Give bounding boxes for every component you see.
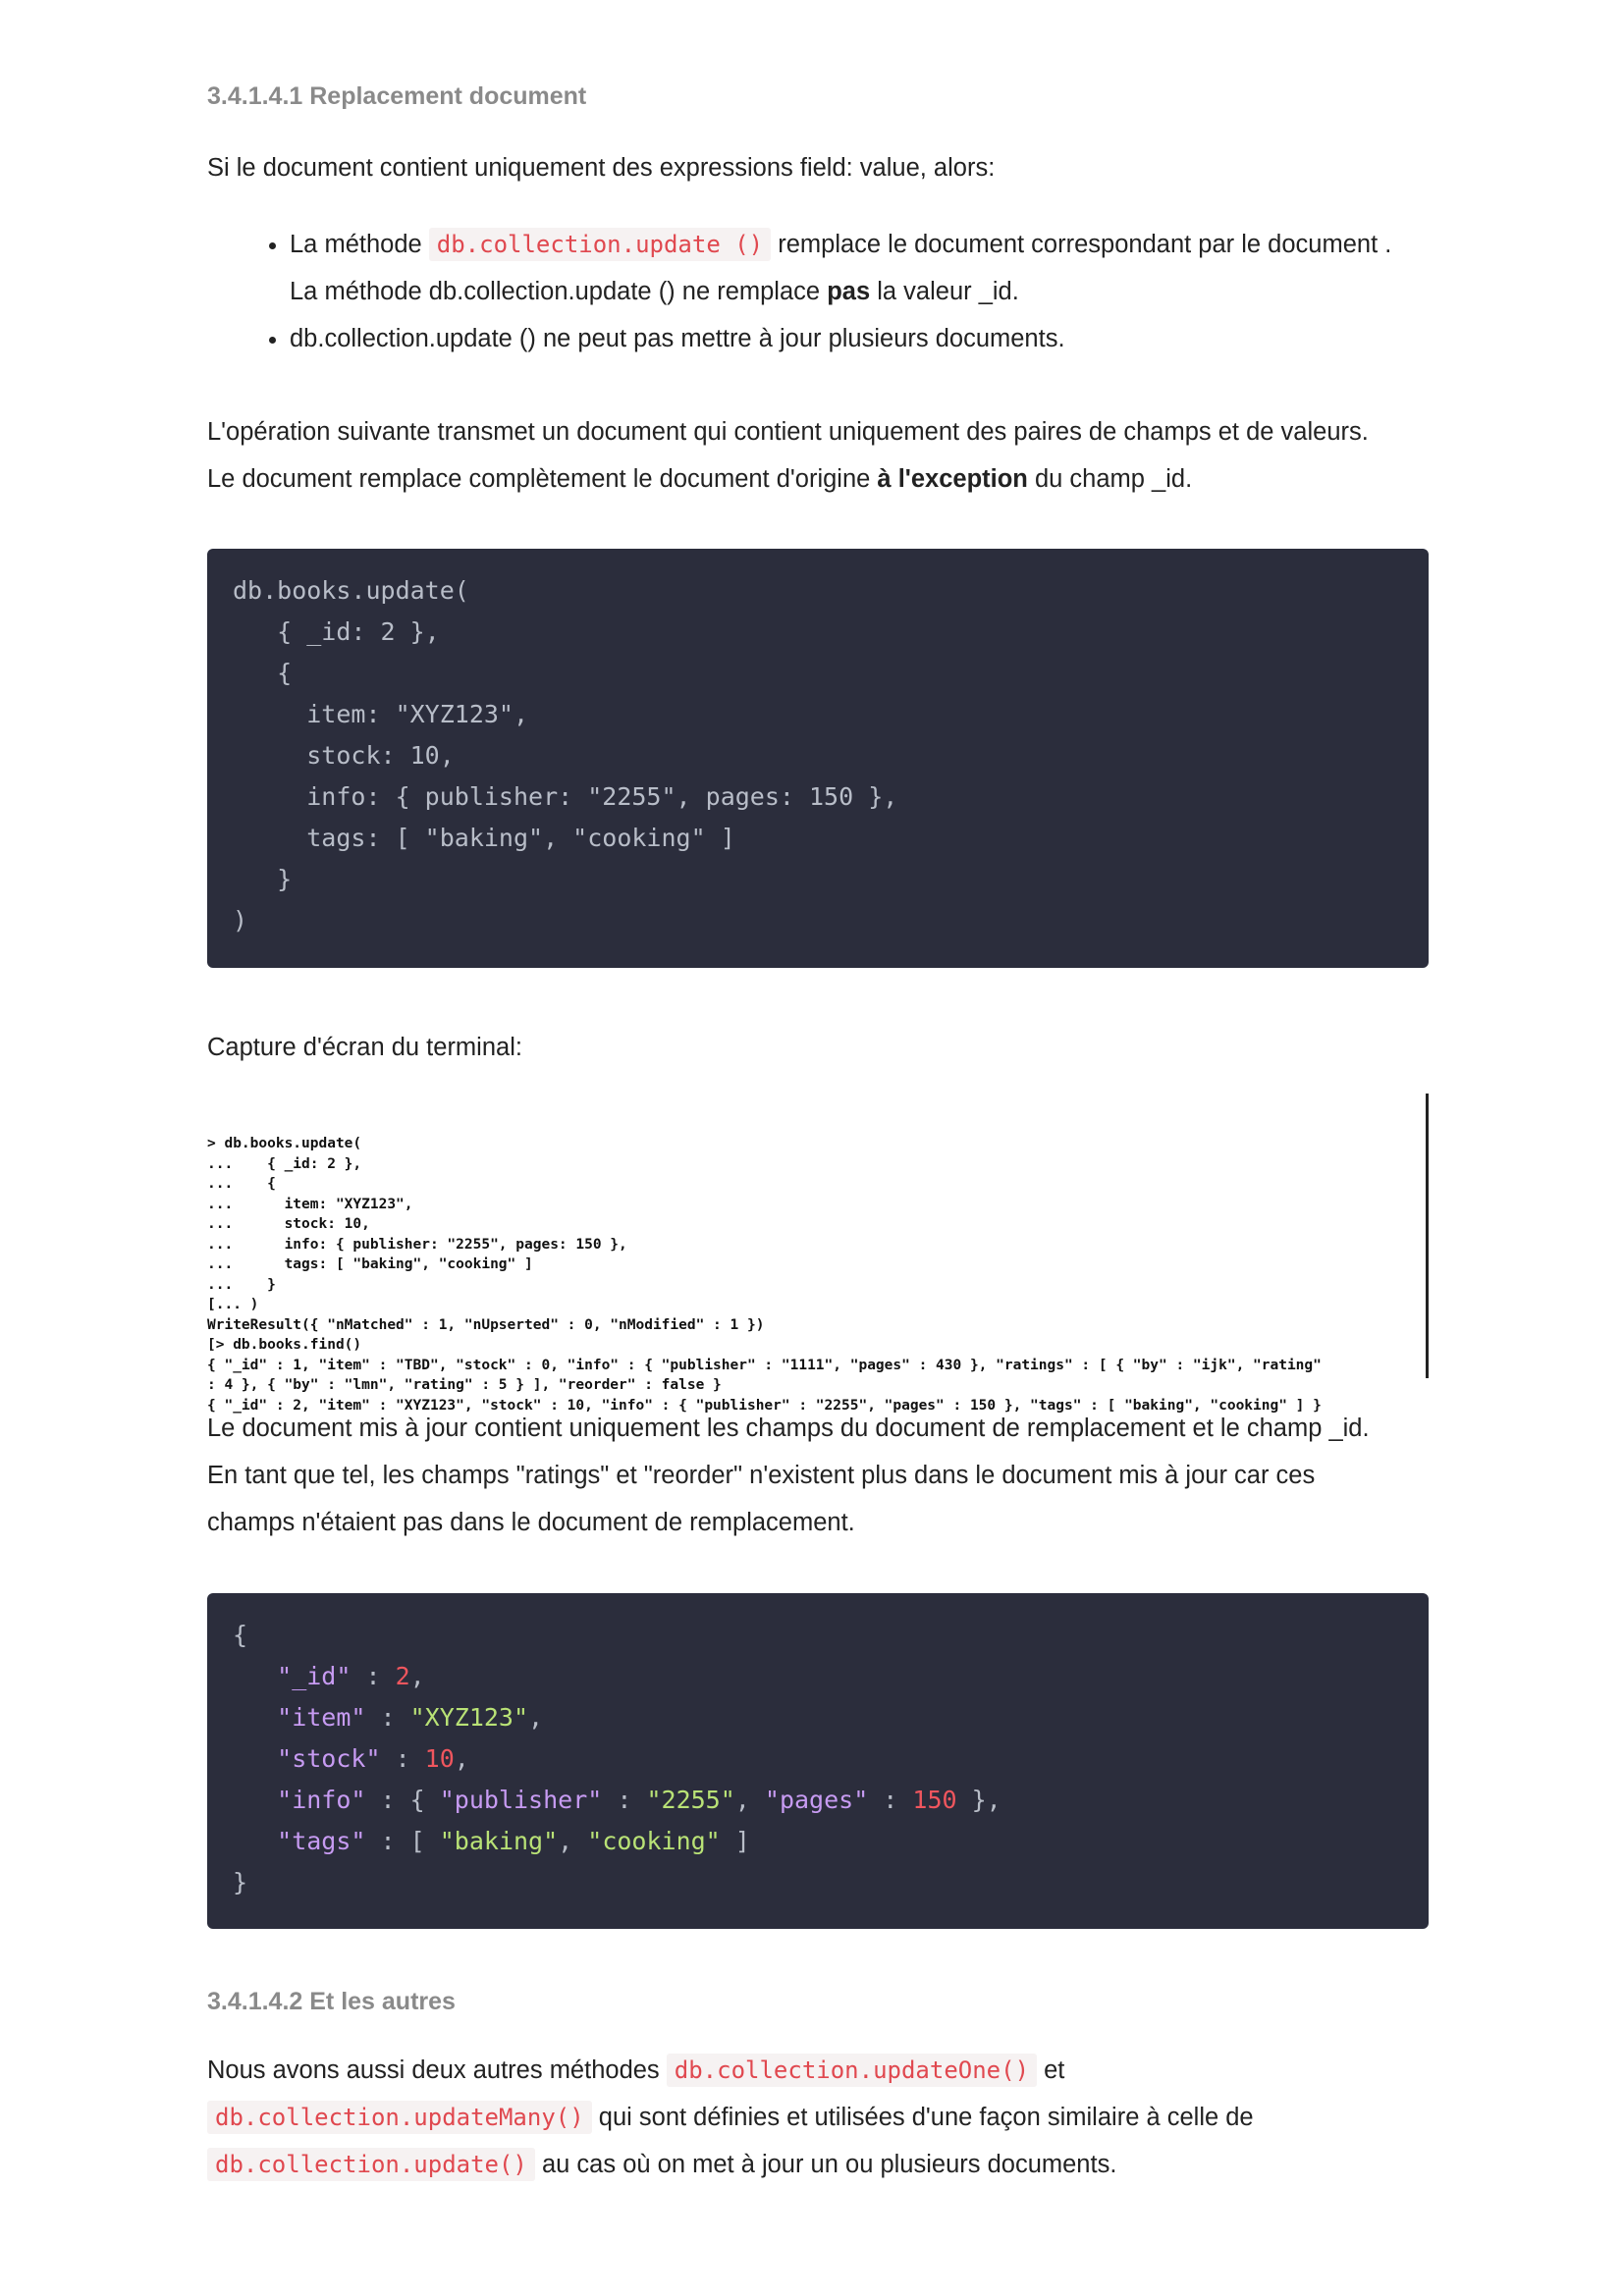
bullet-text: La méthode db.collection.update () ne remplace (290, 278, 821, 305)
section-heading: 3.4.1.4.2 Et les autres (207, 1988, 456, 2015)
json-key: "stock" (277, 1744, 381, 1773)
bullet-text: La méthode (290, 231, 422, 258)
paragraph-line: L'opération suivante transmet un document qui contient uniquement des paires de champs et de valeurs. (207, 418, 1369, 446)
paragraph-line: du champ _id. (1034, 465, 1193, 493)
paragraph-line: En tant que tel, les champs "ratings" et "reorder" n'existent plus dans le document mis à jour car ces (207, 1462, 1316, 1489)
paragraph-line: Nous avons aussi deux autres méthodes (207, 2056, 660, 2084)
paragraph-line: Le document mis à jour contient uniquement les champs du document de remplacement et le champ _id. (207, 1415, 1370, 1442)
json-code-block: { "_id" : 2, "item" : "XYZ123", "stock" : 10, "info" : { "publisher" : "2255", "pages" : 150 }, "tags" : [ "baking", "cooking" ] } (207, 1593, 1429, 1929)
inline-code: db.collection.updateMany() (207, 2101, 592, 2134)
json-sep: : { (365, 1786, 440, 1814)
paragraph-line: et (1044, 2056, 1065, 2084)
json-key: "info" (277, 1786, 366, 1814)
json-sep: : (351, 1662, 396, 1690)
json-sep: : (380, 1744, 425, 1773)
bullet-text: db.collection.update () ne peut pas mettre à jour plusieurs documents. (290, 325, 1065, 352)
json-value: 2 (395, 1662, 410, 1690)
bold-text: pas (827, 278, 871, 305)
bold-text: à l'exception (877, 465, 1028, 493)
bullet-text: la valeur _id. (877, 278, 1019, 305)
json-key: "item" (277, 1703, 366, 1732)
brace: } (233, 1868, 248, 1896)
bullet-text: remplace le document correspondant par le document . (778, 231, 1392, 258)
paragraph-line: champs n'étaient pas dans le document de remplacement. (207, 1509, 855, 1536)
json-value: 10 (424, 1744, 455, 1773)
code-block: db.books.update( { _id: 2 }, { item: "XYZ123", stock: 10, info: { publisher: "2255", pages: 150 }, tags: [ "baking", "cooking" ] } ) (207, 549, 1429, 968)
result-paragraph (207, 1405, 1425, 1546)
json-sep: , (454, 1744, 469, 1773)
json-key: "_id" (277, 1662, 352, 1690)
operation-paragraph (207, 408, 1425, 503)
json-value: "2255" (646, 1786, 735, 1814)
json-key: "tags" (277, 1827, 366, 1855)
terminal-screenshot (207, 1094, 1429, 1414)
paragraph-line: au cas où on met à jour un ou plusieurs documents. (541, 2151, 1117, 2178)
json-key: "pages" (764, 1786, 869, 1814)
terminal-scrollbar (1426, 1094, 1429, 1378)
intro-paragraph: Si le document contient uniquement des expressions field: value, alors: (207, 154, 996, 182)
bullet-item (290, 315, 1429, 362)
json-sep: : (365, 1703, 410, 1732)
json-key: "publisher" (439, 1786, 603, 1814)
inline-code: db.collection.update () (429, 228, 771, 261)
inline-code: db.collection.updateOne() (667, 2054, 1037, 2087)
section-heading: 3.4.1.4.1 Replacement document (207, 82, 587, 110)
final-paragraph (207, 2047, 1425, 2188)
json-sep: , (409, 1662, 425, 1690)
paragraph-line: Le document remplace complètement le document d'origine (207, 465, 871, 493)
json-value: "baking" (439, 1827, 559, 1855)
json-value: "cooking" (587, 1827, 721, 1855)
brace: { (233, 1621, 248, 1649)
terminal-text: > db.books.update( ... { _id: 2 }, ... { ... item: "XYZ123", ... stock: 10, ... info: { publisher: "2255", pages: 150 }, ... tags: [ "baking", "cooking" ] ... } [... ) WriteResult({ "nMatched" : 1, "nUpserted" : 0, "nModified" : 1 }) [> db.books.find() { "_id" : 1, "item" : "TBD", "stock" : 0, "info" : { "publisher" : "1111", "pages" : 430 }, "ratings" : [ { "by" : "ijk", "rating" : 4 }, { "by" : "lmn", "rating" : 5 } ], "reorder" : false } { "_id" : 2, "item" : "XYZ123", "stock" : 10, "info" : { "publisher" : "2255", "pages" : 150 }, "tags" : [ "baking", "cooking" ] } (207, 1136, 1322, 1414)
bullet-item (290, 221, 1429, 315)
bullet-list (207, 221, 1429, 362)
inline-code: db.collection.update() (207, 2148, 535, 2181)
json-sep: , (528, 1703, 544, 1732)
terminal-caption: Capture d'écran du terminal: (207, 1034, 522, 1061)
json-value: 150 (912, 1786, 957, 1814)
json-value: "XYZ123" (409, 1703, 529, 1732)
json-sep: : [ (365, 1827, 440, 1855)
paragraph-line: qui sont définies et utilisées d'une façon similaire à celle de (598, 2104, 1254, 2131)
